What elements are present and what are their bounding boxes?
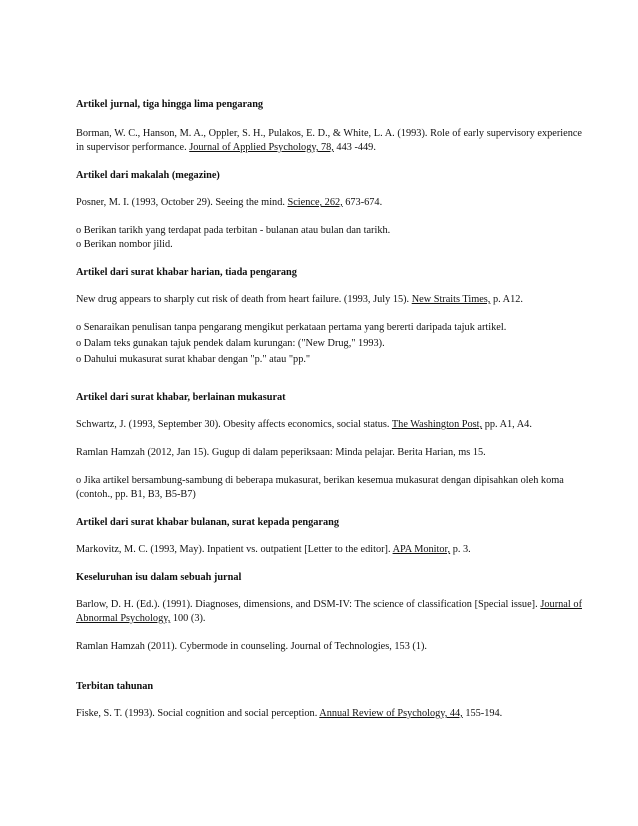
journal-title: Annual Review of Psychology, 44,: [319, 708, 463, 719]
heading-magazine-article: Artikel dari makalah (megazine): [76, 170, 220, 181]
note-item: o Senaraikan penulisan tanpa pengarang mengikut perkataan pertama yang bererti daripada tajuk artikel.: [76, 322, 507, 333]
ref-text: Schwartz, J. (1993, September 30). Obesity affects economics, social status.: [76, 419, 392, 430]
heading-journal-article: Artikel jurnal, tiga hingga lima pengarang: [76, 99, 264, 110]
journal-title: Journal of Abnormal Psychology,: [76, 599, 582, 624]
ref-text: Borman, W. C., Hanson, M. A., Oppler, S. H., Pulakos, E. D., & White, L. A. (1993). Role of early supervisory experience in supervisor performance.: [76, 128, 582, 153]
journal-title: Science, 262,: [287, 197, 343, 208]
reference-ramlan-2012: Ramlan Hamzah (2012, Jan 15). Gugup di dalam peperiksaan: Minda pelajar. Berita Harian, ms 15.: [76, 447, 486, 458]
heading-newspaper-discontinuous: Artikel dari surat khabar, berlainan mukasurat: [76, 392, 286, 403]
ref-pages: 443 -449.: [333, 142, 376, 153]
ref-pages: 100 (3).: [170, 613, 206, 624]
ref-pages: p. A12.: [490, 294, 523, 305]
ref-text: Posner, M. I. (1993, October 29). Seeing the mind.: [76, 197, 288, 208]
heading-annual-publication: Terbitan tahunan: [76, 681, 154, 692]
heading-entire-journal-issue: Keseluruhan isu dalam sebuah jurnal: [76, 572, 242, 583]
reference-ramlan-2011: Ramlan Hamzah (2011). Cybermode in counseling. Journal of Technologies, 153 (1).: [76, 641, 428, 652]
reference-fiske: [76, 707, 582, 721]
ref-text: Barlow, D. H. (Ed.). (1991). Diagnoses, dimensions, and DSM-IV: The science of classification [Special issue].: [76, 599, 541, 610]
note-item: o Berikan nombor jilid.: [76, 239, 173, 250]
reference-posner: [76, 196, 582, 210]
newspaper-title: New Straits Times,: [411, 294, 491, 305]
ref-pages: 673-674.: [342, 197, 383, 208]
heading-letter-to-editor: Artikel dari surat khabar bulanan, surat kepada pengarang: [76, 517, 340, 528]
reference-markovitz: [76, 543, 582, 557]
ref-text: Fiske, S. T. (1993). Social cognition and social perception.: [76, 708, 320, 719]
ref-pages: p. 3.: [450, 544, 471, 555]
heading-daily-newspaper: Artikel dari surat khabar harian, tiada pengarang: [76, 267, 297, 278]
journal-title: Journal of Applied Psychology, 78,: [189, 142, 334, 153]
reference-new-drug: [76, 293, 582, 307]
reference-barlow: [76, 598, 582, 626]
ref-pages: pp. A1, A4.: [482, 419, 532, 430]
ref-text: New drug appears to sharply cut risk of death from heart failure. (1993, July 15).: [76, 294, 412, 305]
ref-pages: 155-194.: [462, 708, 503, 719]
note-item: o Berikan tarikh yang terdapat pada terbitan - bulanan atau bulan dan tarikh.: [76, 225, 391, 236]
ref-text: Markovitz, M. C. (1993, May). Inpatient vs. outpatient [Letter to the editor].: [76, 544, 393, 555]
note-item: o Jika artikel bersambung-sambung di beberapa mukasurat, berikan kesemua mukasurat dengan dipisahkan oleh koma (contoh., pp. B1, B3, B5-B7): [76, 475, 564, 500]
reference-borman: [76, 127, 582, 155]
note-item: o Dalam teks gunakan tajuk pendek dalam kurungan: ("New Drug," 1993).: [76, 338, 385, 349]
note-item: o Dahului mukasurat surat khabar dengan "p." atau "pp.": [76, 354, 311, 365]
newspaper-title: The Washington Post,: [391, 419, 483, 430]
newsletter-title: APA Monitor,: [392, 544, 451, 555]
reference-schwartz: [76, 418, 582, 432]
